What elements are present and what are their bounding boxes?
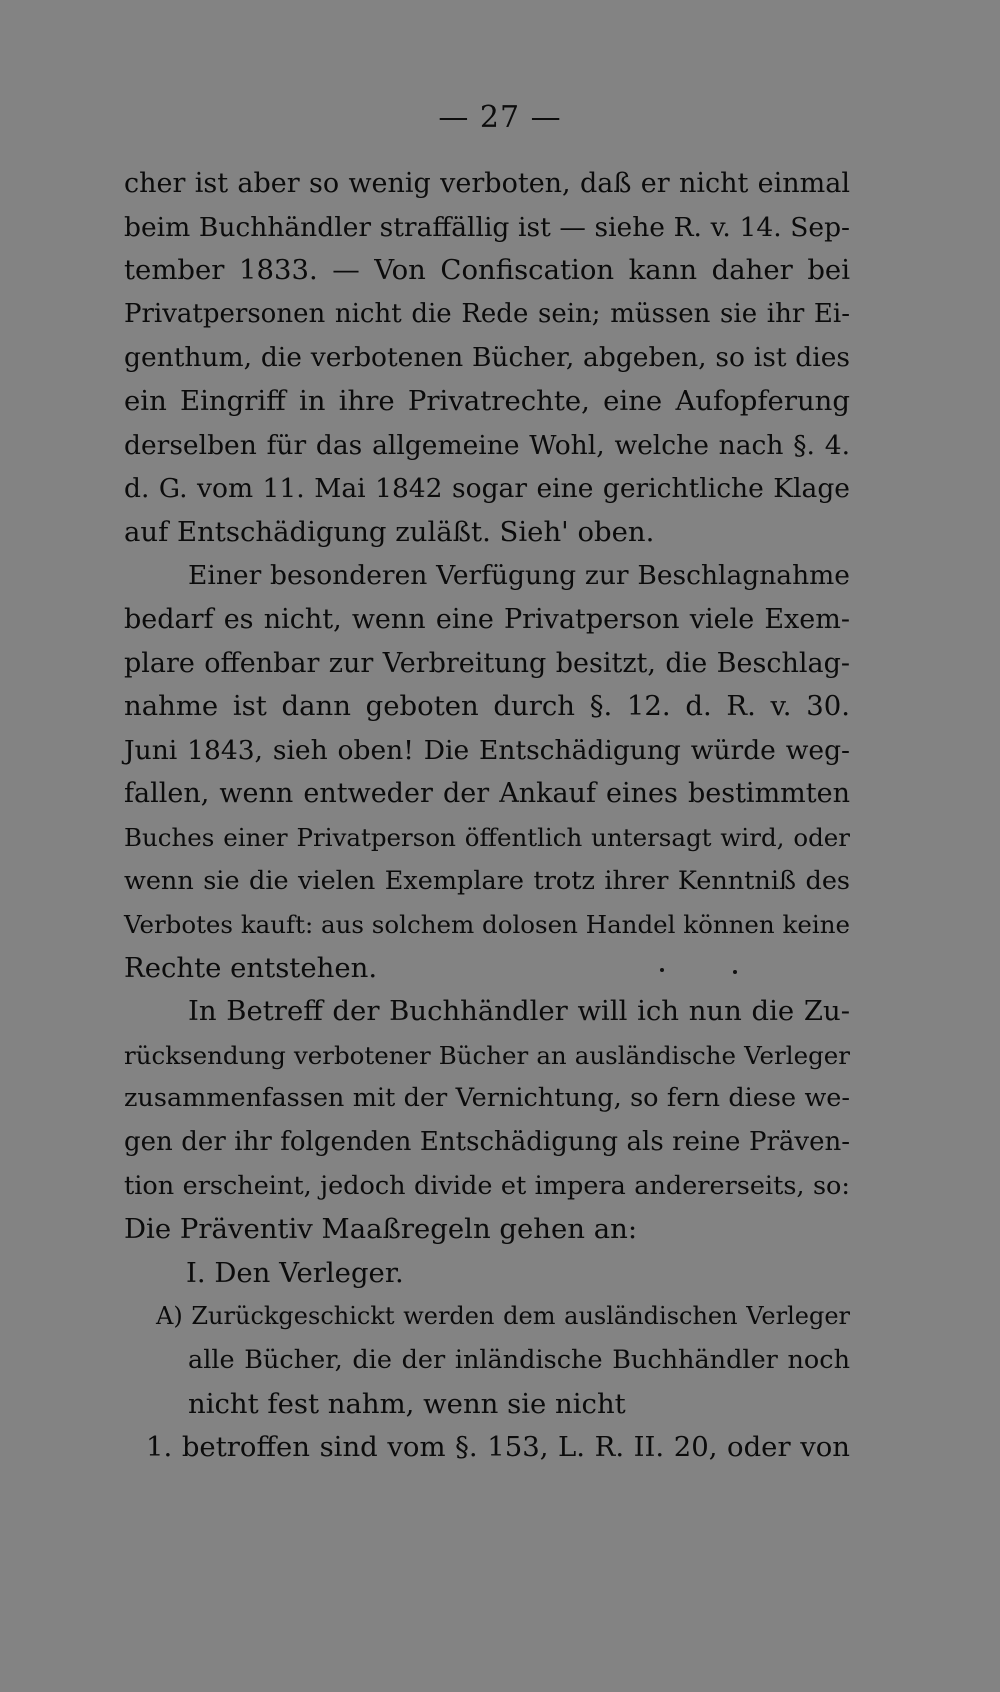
text-line: bedarf es nicht, wenn eine Privatperson viele Exem- [124, 603, 850, 635]
text-line: Juni 1843, sieh oben! Die Entschädigung würde weg- [124, 734, 850, 766]
text-line: Verbotes kauft: aus solchem dolosen Handel können keine [124, 910, 850, 940]
section-heading: I. Den Verleger. [186, 1256, 404, 1289]
text-line: zusammenfassen mit der Vernichtung, so fern diese we- [124, 1083, 850, 1114]
text-line: cher ist aber so wenig verboten, daß er nicht einmal [124, 168, 850, 199]
text-line: tion erscheint, jedoch divide et impera andererseits, so: [124, 1170, 850, 1201]
text-line: wenn sie die vielen Exemplare trotz ihrer Kenntniß des [124, 865, 850, 896]
list-item-a: A) Zurückgeschickt werden dem ausländischen Verleger [156, 1302, 850, 1331]
list-item-1: 1. betroffen sind vom §. 153, L. R. II. 20, oder von [146, 1431, 850, 1464]
list-item-a-continuation: nicht fest nahm, wenn sie nicht [188, 1387, 626, 1420]
list-item-a-continuation: alle Bücher, die der inländische Buchhändler noch [188, 1345, 850, 1376]
paragraph-start-line: In Betreff der Buchhändler will ich nun die Zu- [188, 995, 850, 1028]
text-line: fallen, wenn entweder der Ankauf eines bestimmten [124, 778, 850, 810]
body-text [124, 162, 850, 1470]
text-line: beim Buchhändler straffällig ist — siehe R. v. 14. Sep- [124, 211, 850, 243]
print-speck [660, 968, 664, 972]
text-line: derselben für das allgemeine Wohl, welche nach §. 4. [124, 429, 850, 461]
text-line: nahme ist dann geboten durch §. 12. d. R. v. 30. [124, 690, 850, 723]
text-line: genthum, die verbotenen Bücher, abgeben, so ist dies [124, 342, 850, 374]
text-line: d. G. vom 11. Mai 1842 sogar eine gerichtliche Klage [124, 473, 850, 505]
text-line: gen der ihr folgenden Entschädigung als reine Präven- [124, 1127, 850, 1158]
print-speck [733, 970, 737, 974]
text-line: Rechte entstehen. [124, 951, 378, 984]
text-line: auf Entschädigung zuläßt. Sieh' oben. [124, 515, 655, 548]
text-line: plare offenbar zur Verbreitung besitzt, die Beschlag- [124, 647, 850, 679]
text-line: rücksendung verbotener Bücher an ausländische Verleger [124, 1040, 850, 1070]
text-line: ein Eingriff in ihre Privatrechte, eine Aufopferung [124, 384, 850, 417]
text-line: tember 1833. — Von Confiscation kann daher bei [124, 254, 850, 287]
text-line: Buches einer Privatperson öffentlich untersagt wird, oder [124, 822, 850, 852]
text-line: Privatpersonen nicht die Rede sein; müssen sie ihr Ei- [124, 298, 850, 329]
paragraph-start-line: Einer besonderen Verfügung zur Beschlagnahme [188, 560, 850, 592]
page-number: — 27 — [438, 100, 562, 135]
text-line: Die Präventiv Maaßregeln gehen an: [124, 1213, 638, 1246]
